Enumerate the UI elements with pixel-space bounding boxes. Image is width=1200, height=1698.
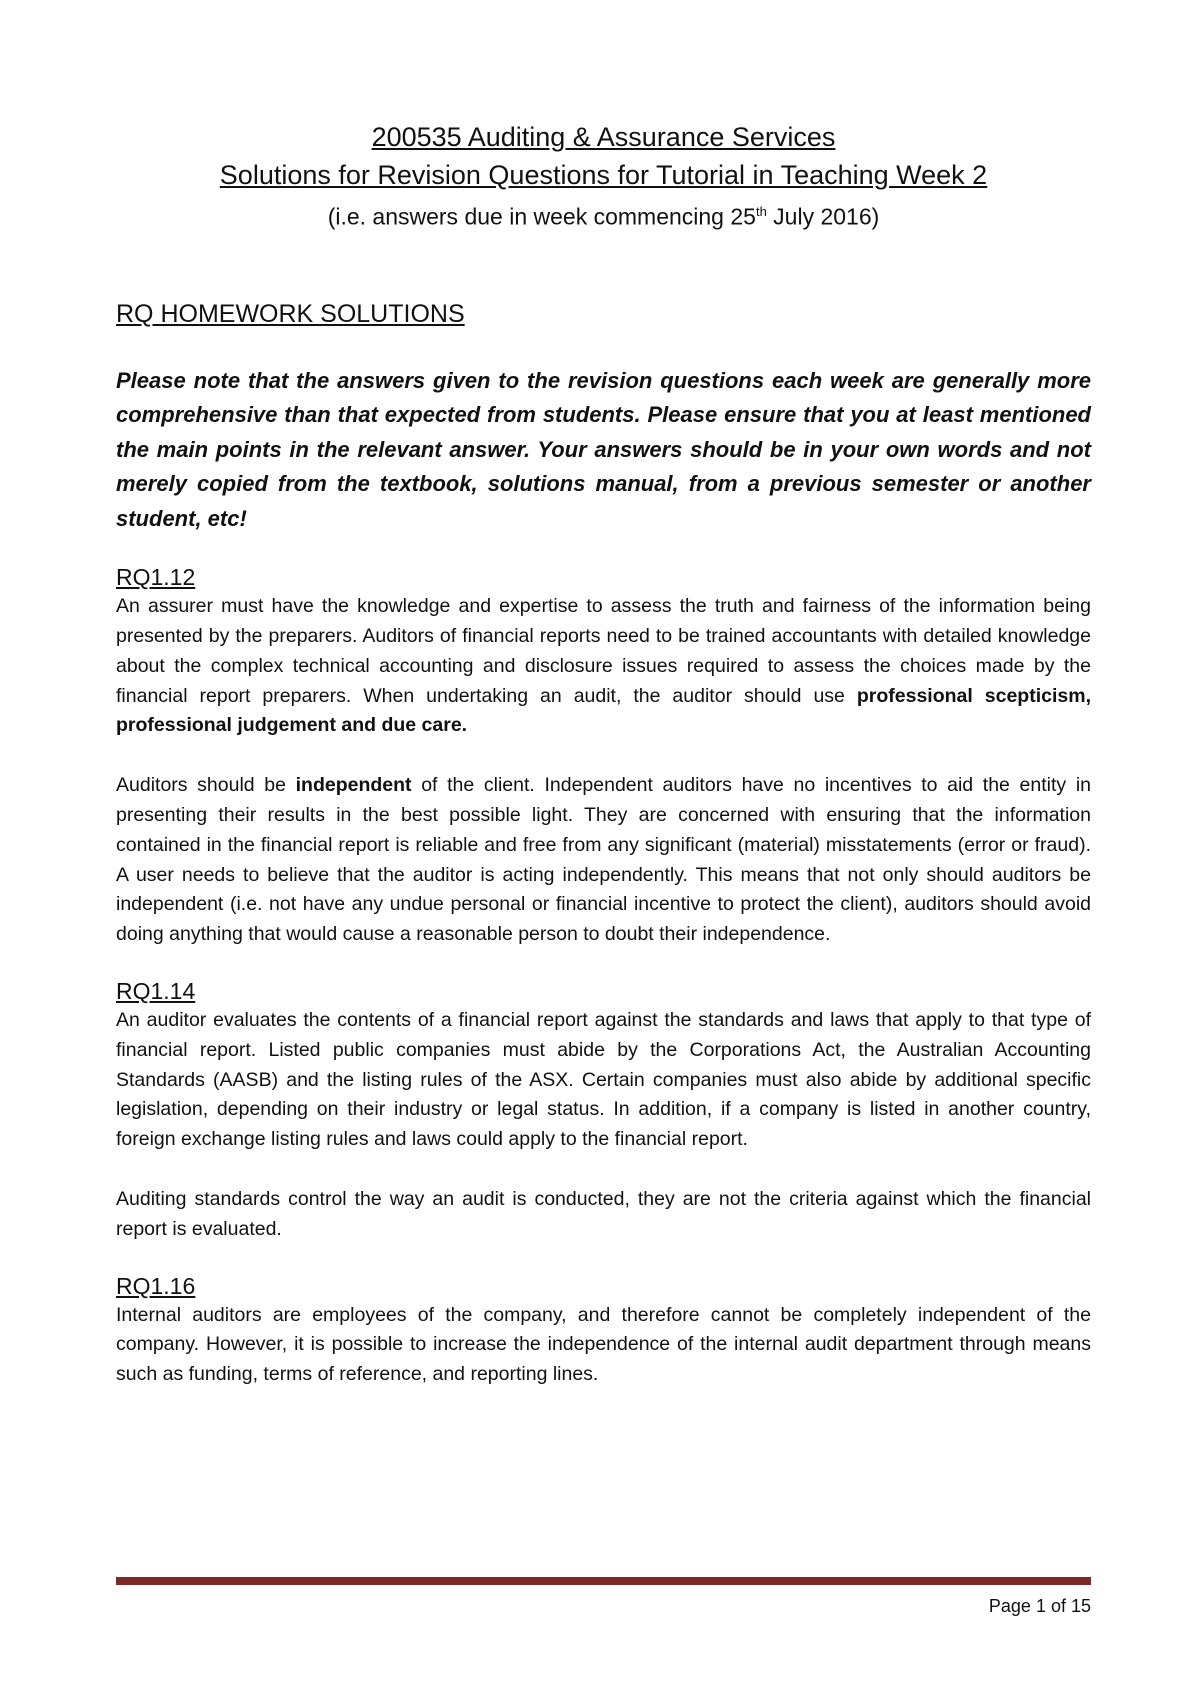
rq112-paragraph-2 (116, 771, 1091, 950)
rq112-p1-text: An assurer must have the knowledge and expertise to assess the truth and fairness of the information being presented by the preparers. Auditors of financial reports need to be trained accountants with detailed knowledge about the complex technical accounting and disclosure issues required to assess the choices made by the financial report preparers. When undertaking an audit, the auditor should use (116, 595, 1091, 707)
rq112-p2-rest: of the client. Independent auditors have no incentives to aid the entity in presenting their results in the best possible light. They are concerned with ensuring that the information contained in the financial report is reliable and free from any significant (material) misstatements (error or fraud). A user needs to believe that the auditor is acting independently. This means that not only should auditors be independent (i.e. not have any undue personal or financial incentive to protect the client), auditors should avoid doing anything that would cause a reasonable person to doubt their independence. (116, 774, 1091, 946)
rq114-paragraph-2: Auditing standards control the way an audit is conducted, they are not the criteria against which the financial report is evaluated. (116, 1187, 1091, 1240)
page-content (116, 118, 1091, 1390)
rq112-p2-lead: Auditors should be (116, 774, 296, 797)
rq116-paragraph-1: Internal auditors are employees of the company, and therefore cannot be completely independent of the company. However, it is possible to increase the independence of the internal audit department through means such as funding, terms of reference, and reporting lines. (116, 1303, 1091, 1386)
footer-rule (116, 1577, 1091, 1585)
rq112-p1-emphasis: professional scepticism, professional judgement and due care. (116, 684, 1091, 737)
due-date-rest: July 2016) (766, 203, 880, 230)
due-date-text: (i.e. answers due in week commencing 25 (327, 203, 756, 230)
rq116-section (116, 1271, 1091, 1390)
section-heading: RQ HOMEWORK SOLUTIONS (116, 299, 465, 328)
course-title: 200535 Auditing & Assurance Services (371, 122, 836, 152)
page-number: Page 1 of 15 (988, 1596, 1091, 1616)
due-date-suffix: th (755, 204, 767, 219)
due-date-line (116, 194, 1091, 235)
rq112-paragraph-1 (116, 592, 1091, 741)
rq112-p2-emphasis: independent (295, 774, 412, 797)
rq114-section (116, 976, 1091, 1245)
rq114-paragraph-1: An auditor evaluates the contents of a financial report against the standards and laws that apply to that type of financial report. Listed public companies must abide by the Corporations Act, the Australian Accounting Standards (AASB) and the listing rules of the ASX. Certain companies must also abide by additional specific legislation, depending on their industry or legal status. In addition, if a company is listed in another country, foreign exchange listing rules and laws could apply to the financial report. (116, 1008, 1091, 1151)
document-subtitle: Solutions for Revision Questions for Tutorial in Teaching Week 2 (219, 160, 988, 190)
title-block (116, 118, 1091, 235)
rq116-heading: RQ1.16 (116, 1272, 196, 1299)
rq114-heading: RQ1.14 (116, 977, 196, 1004)
rq112-heading: RQ1.12 (116, 564, 196, 591)
rq112-section (116, 562, 1091, 950)
instructions-note: Please note that the answers given to the revision questions each week are generally more comprehensive than that expected from students. Please ensure that you at least mentioned the main points in the relevant answer. Your answers should be in your own words and not merely copied from the textbook, solutions manual, from a previous semester or another student, etc! (116, 367, 1091, 531)
